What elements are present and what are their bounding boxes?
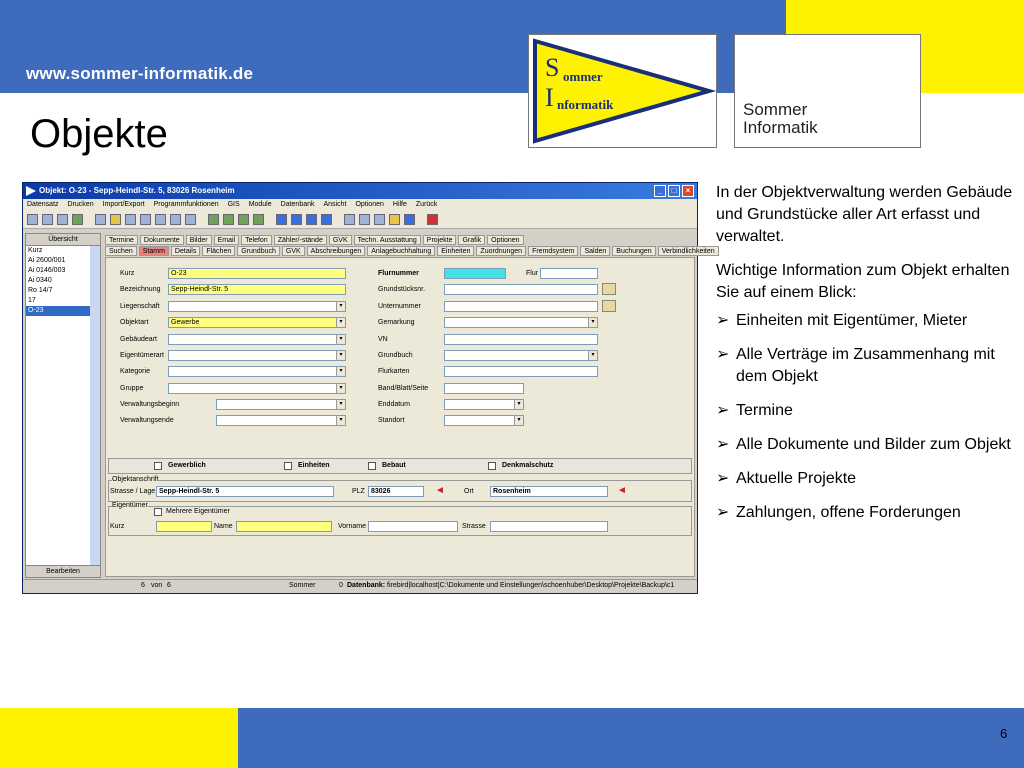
- plz-arrow-icon[interactable]: ◄: [435, 485, 445, 496]
- fast-forward-icon[interactable]: [321, 214, 332, 225]
- objektanschrift-label: Objektanschrift: [112, 476, 159, 483]
- folder-icon[interactable]: [110, 214, 121, 225]
- computer-icon[interactable]: [155, 214, 166, 225]
- menu-ansicht[interactable]: Ansicht: [323, 201, 347, 208]
- status-bar: [23, 579, 697, 593]
- side-text: [716, 182, 1016, 536]
- flurnummer-label: Flurnummer: [378, 270, 419, 277]
- arrow-bullet-icon: ➢: [716, 504, 730, 521]
- preview-icon[interactable]: [42, 214, 53, 225]
- unternummer-input[interactable]: [444, 301, 598, 312]
- overview-panel: [25, 233, 101, 578]
- status-db-path: firebird|localhost|C:\Dokumente und Einstellungen\schoenhuber\Desktop\Projekte\Backup\c1: [387, 582, 675, 589]
- lookup-icon[interactable]: [602, 283, 616, 295]
- tab-grundbuch[interactable]: Grundbuch: [237, 246, 280, 256]
- flurkarten-input[interactable]: [444, 366, 598, 377]
- objektart-select[interactable]: [168, 317, 346, 328]
- tab-projekte[interactable]: Projekte: [423, 235, 457, 245]
- eigentuemerart-label: Eigentümerart: [120, 352, 164, 359]
- list-item-selected[interactable]: O-23: [26, 306, 100, 316]
- play-icon[interactable]: [291, 214, 302, 225]
- chevron-down-icon[interactable]: ▾: [514, 416, 523, 425]
- chevron-down-icon[interactable]: ▾: [336, 367, 345, 376]
- tab-termine[interactable]: Termine: [105, 235, 138, 245]
- kurz-label: Kurz: [120, 270, 135, 277]
- menu-gis[interactable]: GIS: [227, 201, 240, 208]
- eigentuemer-vorname-input[interactable]: [368, 521, 458, 532]
- grundstuecksnr-input[interactable]: [444, 284, 598, 295]
- help-icon[interactable]: [404, 214, 415, 225]
- tab-details[interactable]: Details: [171, 246, 200, 256]
- bullet-text: Alle Dokumente und Bilder zum Objekt: [736, 436, 1011, 453]
- gebaeudeart-label: Gebäudeart: [120, 336, 157, 343]
- tab-anlagebuchhaltung[interactable]: Anlagebuchhaltung: [367, 246, 435, 256]
- page-title: Objekte: [30, 112, 168, 156]
- status-num: 0: [339, 582, 343, 589]
- ort-label: Ort: [464, 488, 474, 495]
- list-item[interactable]: 17: [28, 297, 36, 304]
- list-item: [716, 344, 1016, 388]
- flur-input[interactable]: [540, 268, 598, 279]
- logo-text-line2: Informatik: [743, 118, 818, 137]
- bullet-text: Zahlungen, offene Forderungen: [736, 504, 961, 521]
- unternummer-label: Unternummer: [378, 303, 421, 310]
- bezeichnung-input[interactable]: Sepp-Heindl-Str. 5: [168, 284, 346, 295]
- eigentuemer-kurz-input[interactable]: [156, 521, 212, 532]
- denkmalschutz-label: Denkmalschutz: [502, 462, 554, 469]
- app-icon: [26, 186, 36, 196]
- logo-letter-i: I: [545, 83, 554, 112]
- bottom-banner-yellow: [0, 708, 238, 768]
- list-item: [716, 310, 1016, 332]
- ort-input[interactable]: Rosenheim: [490, 486, 608, 497]
- menu-optionen[interactable]: Optionen: [355, 201, 384, 208]
- objektart-label: Objektart: [120, 319, 149, 326]
- arrow-bullet-icon: ➢: [716, 312, 730, 329]
- list-item[interactable]: Ai 0146/003: [28, 267, 66, 274]
- arrow-bullet-icon: ➢: [716, 402, 730, 419]
- last-record-icon[interactable]: [253, 214, 264, 225]
- page-number: 6: [1000, 726, 1008, 741]
- close-button[interactable]: ×: [682, 185, 694, 197]
- save-icon[interactable]: [170, 214, 181, 225]
- bullet-text: Aktuelle Projekte: [736, 470, 857, 487]
- grundstuecksnr-label: Grundstücksnr.: [378, 286, 426, 293]
- menu-drucken[interactable]: Drucken: [67, 201, 94, 208]
- tab-bilder[interactable]: Bilder: [186, 235, 212, 245]
- mehrere-eigentuemer-checkbox[interactable]: [154, 508, 162, 516]
- enddatum-select[interactable]: [444, 399, 524, 410]
- bezeichnung-label: Bezeichnung: [120, 286, 161, 293]
- gebaeudeart-select[interactable]: [168, 334, 346, 345]
- chevron-down-icon[interactable]: ▾: [336, 384, 345, 393]
- lead-text: Wichtige Information zum Objekt erhalten Sie auf einem Blick:: [716, 262, 1010, 301]
- kategorie-select[interactable]: [168, 366, 346, 377]
- menu-datensatz[interactable]: Datensatz: [27, 201, 59, 208]
- tab-grafik[interactable]: Grafik: [458, 235, 485, 245]
- grundbuch-select[interactable]: [444, 350, 598, 361]
- binoculars-icon[interactable]: [95, 214, 106, 225]
- enddatum-label: Enddatum: [378, 401, 410, 408]
- vn-input[interactable]: [444, 334, 598, 345]
- logo-text: [743, 101, 818, 137]
- tab-zaehler[interactable]: Zähler/-stände: [274, 235, 327, 245]
- bebaut-label: Bebaut: [382, 462, 406, 469]
- bullet-text: Termine: [736, 402, 793, 419]
- bandblatt-label: Band/Blatt/Seite: [378, 385, 429, 392]
- arrow-bullet-icon: ➢: [716, 436, 730, 453]
- kurz-input[interactable]: O-23: [168, 268, 346, 279]
- menu-import-export[interactable]: Import/Export: [102, 201, 145, 208]
- arrow-bullet-icon: ➢: [716, 470, 730, 487]
- eigentuemer-strasse-label: Strasse: [462, 523, 486, 530]
- menu-zurueck[interactable]: Zurück: [415, 201, 438, 208]
- chevron-down-icon[interactable]: ▾: [336, 416, 345, 425]
- logo-text-box: [734, 34, 921, 148]
- tab-gvk-top[interactable]: GVK: [329, 235, 352, 245]
- excel-icon[interactable]: [72, 214, 83, 225]
- app-window: [22, 182, 715, 594]
- list-item[interactable]: Ai 2600/001: [28, 257, 66, 264]
- logo-text-line1: Sommer: [743, 100, 808, 119]
- tab-zuordnungen[interactable]: Zuordnungen: [476, 246, 526, 256]
- gewerblich-checkbox[interactable]: [154, 462, 162, 470]
- globe-icon[interactable]: [276, 214, 287, 225]
- denkmalschutz-checkbox[interactable]: [488, 462, 496, 470]
- list-item[interactable]: Ro 14/7: [28, 287, 53, 294]
- einheiten-label: Einheiten: [298, 462, 330, 469]
- site-url: www.sommer-informatik.de: [26, 64, 254, 83]
- list-item[interactable]: Ai 0340: [28, 277, 52, 284]
- standort-label: Standort: [378, 417, 405, 424]
- calculator-icon[interactable]: [344, 214, 355, 225]
- verwaltungsbeginn-label: Verwaltungsbeginn: [120, 401, 180, 408]
- maximize-button[interactable]: □: [668, 185, 680, 197]
- minimize-button[interactable]: _: [654, 185, 666, 197]
- status-record: 6: [141, 582, 145, 589]
- bullet-text: Alle Verträge im Zusammenhang mit dem Objekt: [736, 346, 995, 385]
- list-item: [716, 502, 1016, 524]
- tab-row-bottom: [105, 246, 719, 256]
- verwaltungsende-label: Verwaltungsende: [120, 417, 174, 424]
- menu-hilfe[interactable]: Hilfe: [392, 201, 407, 208]
- verwaltungsbeginn-select[interactable]: [216, 399, 346, 410]
- flur-label: Flur: [526, 270, 539, 277]
- scan-icon[interactable]: [57, 214, 68, 225]
- flurkarten-label: Flurkarten: [378, 368, 410, 375]
- eigentuemer-strasse-input[interactable]: [490, 521, 608, 532]
- list-item: [716, 468, 1016, 490]
- tools-icon[interactable]: [185, 214, 196, 225]
- tab-techn-ausstattung[interactable]: Techn. Ausstattung: [354, 235, 421, 245]
- chevron-down-icon[interactable]: ▾: [336, 351, 345, 360]
- bandblatt-input[interactable]: [444, 383, 524, 394]
- tab-telefon[interactable]: Telefon: [241, 235, 272, 245]
- tab-salden[interactable]: Salden: [580, 246, 610, 256]
- chevron-down-icon[interactable]: ▾: [588, 351, 597, 360]
- strasse-input[interactable]: Sepp-Heindl-Str. 5: [156, 486, 334, 497]
- grundbuch-label: Grundbuch: [378, 352, 413, 359]
- eigentuemer-kurz-label: Kurz: [110, 523, 125, 530]
- tab-email[interactable]: Email: [214, 235, 240, 245]
- tab-gvk[interactable]: GVK: [282, 246, 305, 256]
- status-user: Sommer: [289, 582, 316, 589]
- chevron-down-icon[interactable]: ▾: [336, 302, 345, 311]
- toolbar: [23, 211, 697, 229]
- tab-optionen[interactable]: Optionen: [487, 235, 523, 245]
- first-record-icon[interactable]: [208, 214, 219, 225]
- eigentuemer-vorname-label: Vorname: [338, 523, 367, 530]
- tab-verbindlichkeiten[interactable]: Verbindlichkeiten: [658, 246, 719, 256]
- liegenschaft-select[interactable]: [168, 301, 346, 312]
- tab-einheiten[interactable]: Einheiten: [437, 246, 474, 256]
- logo-pennant: [528, 34, 717, 148]
- stamm-form: [105, 257, 695, 577]
- standort-select[interactable]: [444, 415, 524, 426]
- chevron-down-icon[interactable]: ▾: [336, 335, 345, 344]
- bullet-text: Einheiten mit Eigentümer, Mieter: [736, 312, 968, 329]
- tab-flaechen[interactable]: Flächen: [202, 246, 235, 256]
- tab-fremdsystem[interactable]: Fremdsystem: [528, 246, 578, 256]
- tab-suchen[interactable]: Suchen: [105, 246, 137, 256]
- flurnummer-input[interactable]: [444, 268, 506, 279]
- intro-text: In der Objektverwaltung werden Gebäude und Grundstücke aller Art erfasst und verwaltet.: [716, 184, 1013, 245]
- print-icon[interactable]: [27, 214, 38, 225]
- network-icon[interactable]: [140, 214, 151, 225]
- mehrere-eigentuemer-label: Mehrere Eigentümer: [166, 508, 230, 515]
- chevron-down-icon[interactable]: ▾: [336, 318, 345, 327]
- lookup-icon[interactable]: [602, 300, 616, 312]
- verwaltungsende-select[interactable]: [216, 415, 346, 426]
- eigentuemer-label: Eigentümer: [112, 502, 148, 509]
- bebaut-checkbox[interactable]: [368, 462, 376, 470]
- eigentuemer-name-input[interactable]: [236, 521, 332, 532]
- logo-word-ommer: ommer: [563, 69, 603, 84]
- ort-arrow-icon[interactable]: ◄: [617, 485, 627, 496]
- status-total: 6: [167, 582, 171, 589]
- exit-icon[interactable]: [427, 214, 438, 225]
- tab-buchungen[interactable]: Buchungen: [612, 246, 655, 256]
- gemarkung-select[interactable]: [444, 317, 598, 328]
- kategorie-label: Kategorie: [120, 368, 150, 375]
- document-icon[interactable]: [125, 214, 136, 225]
- tab-row-top: [105, 235, 524, 245]
- prev-record-icon[interactable]: [223, 214, 234, 225]
- objektart-value: Gewerbe: [171, 319, 200, 326]
- plz-label: PLZ: [352, 488, 365, 495]
- tab-abschreibungen[interactable]: Abschreibungen: [307, 246, 366, 256]
- eigentuemerart-select[interactable]: [168, 350, 346, 361]
- pencil-icon[interactable]: [389, 214, 400, 225]
- gemarkung-label: Gemarkung: [378, 319, 415, 326]
- menu-datenbank[interactable]: Datenbank: [280, 201, 315, 208]
- chevron-down-icon[interactable]: ▾: [336, 400, 345, 409]
- monitor-icon[interactable]: [374, 214, 385, 225]
- window-title: Objekt: O-23 - Sepp-Heindl-Str. 5, 83026 Rosenheim: [39, 186, 235, 195]
- arrow-bullet-icon: ➢: [716, 346, 730, 363]
- status-db-label: Datenbank:: [347, 582, 386, 589]
- logo-letter-s: S: [545, 53, 560, 82]
- gewerblich-label: Gewerblich: [168, 462, 206, 469]
- bearbeiten-button[interactable]: Bearbeiten: [26, 565, 100, 577]
- menu-bar: [23, 199, 697, 211]
- gruppe-select[interactable]: [168, 383, 346, 394]
- list-item: [716, 434, 1016, 456]
- liegenschaft-label: Liegenschaft: [120, 303, 160, 310]
- status-von: von: [151, 582, 163, 589]
- forward-icon[interactable]: [306, 214, 317, 225]
- chevron-down-icon[interactable]: ▾: [588, 318, 597, 327]
- logo-word-nformatik: nformatik: [557, 97, 614, 112]
- tab-stamm[interactable]: Stamm: [139, 246, 169, 256]
- list-item[interactable]: Kurz: [28, 247, 43, 254]
- chevron-down-icon[interactable]: ▾: [514, 400, 523, 409]
- overview-scrollbar[interactable]: [90, 246, 100, 566]
- menu-module[interactable]: Module: [248, 201, 272, 208]
- list-item: [716, 400, 1016, 422]
- menu-programmfunktionen[interactable]: Programmfunktionen: [153, 201, 219, 208]
- einheiten-checkbox[interactable]: [284, 462, 292, 470]
- tab-dokumente[interactable]: Dokumente: [140, 235, 184, 245]
- plz-input[interactable]: 83026: [368, 486, 424, 497]
- gruppe-label: Gruppe: [120, 385, 144, 392]
- page-icon[interactable]: [359, 214, 370, 225]
- overview-header[interactable]: Übersicht: [26, 234, 100, 246]
- window-titlebar[interactable]: [23, 183, 697, 199]
- next-record-icon[interactable]: [238, 214, 249, 225]
- strasse-lage-label: Strasse / Lage: [110, 488, 156, 495]
- vn-label: VN: [378, 336, 388, 343]
- eigentuemer-name-label: Name: [214, 523, 233, 530]
